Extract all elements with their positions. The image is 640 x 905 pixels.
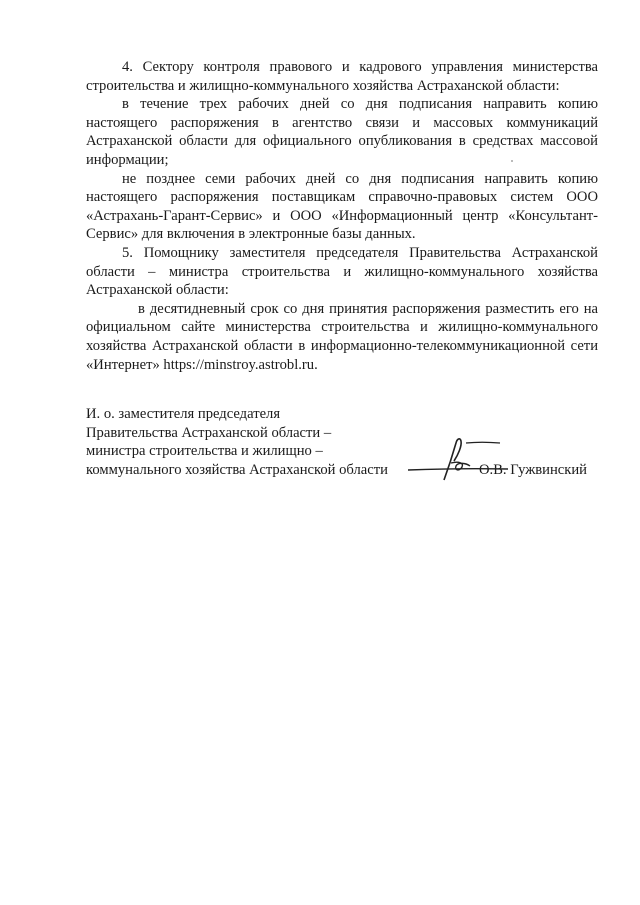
signatory-name: О.В. Гужвинский — [479, 461, 587, 478]
signatory-position-line-2: Правительства Астраханской области – — [86, 424, 332, 441]
signatory-position-line-1: И. о. заместителя председателя — [86, 406, 281, 422]
paragraph-5-heading: 5. Помощнику заместителя председателя Правительства Астраханской области – министра строительства и жилищно-коммунального хозяйства Астраханской области: — [86, 244, 598, 299]
paragraph-5-item-1: в десятидневный срок со дня принятия распоряжения разместить его на официальном сайте министерства строительства и жилищно-коммунального хозяйства Астраханской области в информационно-телекоммуникационной сети «Интернет» https://minstroy.astrobl.ru. — [86, 300, 598, 373]
document-body — [86, 58, 598, 374]
scan-speck — [511, 160, 513, 162]
paragraph-4-item-2: не позднее семи рабочих дней со дня подписания направить копию настоящего распоряжения поставщикам справочно-правовых систем ООО «Астрахань-Гарант-Сервис» и ООО «Информационный центр «Консультант- Сервис» для включения в электронные базы данных. — [86, 170, 598, 243]
signatory-position-line-4: коммунального хозяйства Астраханской области — [86, 461, 388, 478]
paragraph-4-item-1: в течение трех рабочих дней со дня подписания направить копию настоящего распоряжения в агентство связи и массовых коммуникаций Астраханской области для официального опубликования в средствах массовой информации; — [86, 96, 598, 168]
signatory-position-line-3: министра строительства и жилищно – — [86, 443, 323, 460]
signatory-last-row — [86, 461, 606, 480]
handwritten-signature-icon — [404, 433, 514, 483]
signature-block — [86, 405, 606, 480]
paragraph-4-heading: 4. Сектору контроля правового и кадрового управления министерства строительства и жилищно-коммунального хозяйства Астраханской области: — [86, 59, 598, 94]
